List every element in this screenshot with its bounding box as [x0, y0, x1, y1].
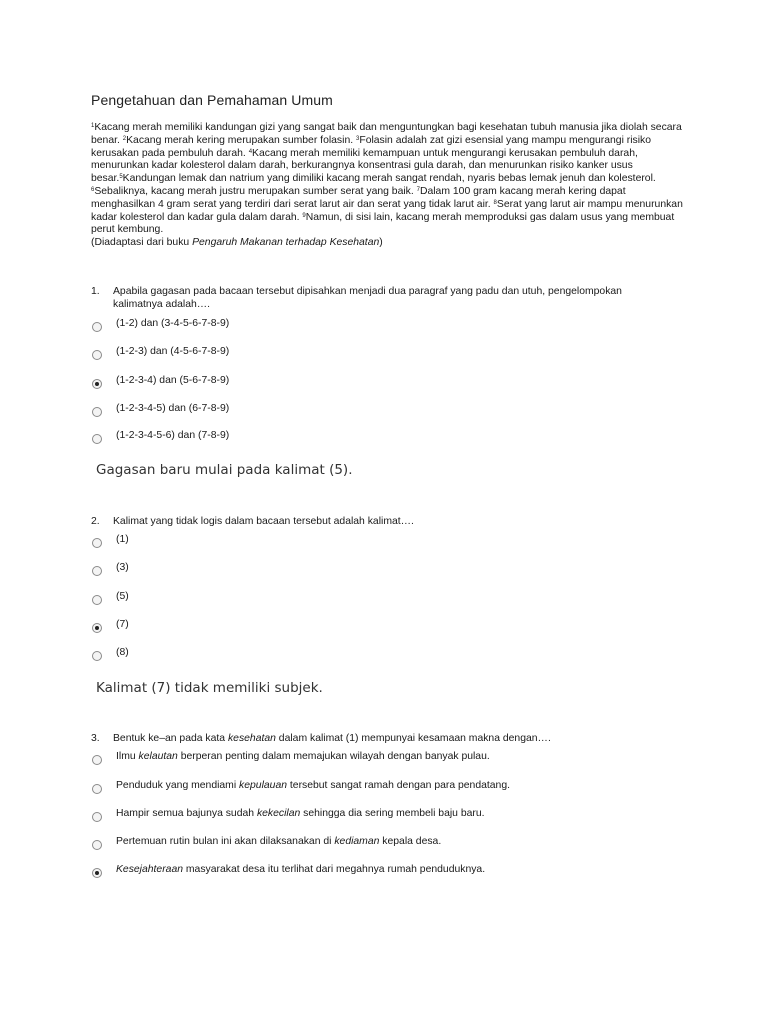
question-text: Bentuk ke–an pada kata [113, 733, 228, 744]
radio-button[interactable] [92, 350, 102, 360]
sentence-number: 2 [122, 135, 127, 142]
question-text-italic: kesehatan [227, 733, 276, 744]
sentence-7: Dalam 100 gram kacang merah kering dapat menghasilkan 4 gram serat yang terdiri dari serat larut air dan serat yang tidak larut air. [91, 185, 626, 210]
radio-button[interactable] [92, 755, 102, 765]
question-number: 3. [91, 733, 100, 744]
option-2c[interactable] [92, 589, 129, 603]
page-title: Pengetahuan dan Pemahaman Umum [91, 92, 333, 108]
sentence-9: Namun, di sisi lain, kacang merah memproduksi gas dalam usus yang membuat perut kembung. [91, 211, 675, 236]
option-text-italic: kepulauan [239, 779, 288, 791]
question-number: 2. [91, 516, 100, 527]
sentence-5: Kandungan lemak dan natrium yang dimiliki kacang merah sangat rendah, nyaris bebas lemak jenuh dan kolesterol. [122, 173, 656, 185]
option-label [116, 751, 490, 762]
source-suffix: ) [379, 237, 383, 249]
option-label: (3) [116, 561, 129, 573]
radio-button-selected[interactable] [92, 868, 102, 878]
sentence-number: 3 [356, 135, 360, 142]
option-text: Ilmu [116, 750, 139, 762]
question-number: 1. [91, 286, 100, 297]
question-2 [91, 515, 691, 528]
option-1b[interactable] [92, 344, 229, 358]
option-label: (1-2-3) dan (4-5-6-7-8-9) [116, 345, 230, 357]
question-text: Apabila gagasan pada bacaan tersebut dipisahkan menjadi dua paragraf yang padu dan utuh, pengelompokan [113, 286, 622, 297]
sentence-number: 9 [302, 212, 306, 219]
option-text: Pertemuan rutin bulan ini akan dilaksanakan di [116, 835, 335, 847]
reading-passage [91, 122, 691, 250]
option-1a[interactable] [92, 316, 229, 330]
answer-note-1: Gagasan baru mulai pada kalimat (5). [96, 462, 353, 478]
option-text-italic: Kesejahteraan [116, 863, 184, 875]
option-3a[interactable] [92, 749, 490, 763]
sentence-number: 7 [416, 186, 420, 193]
option-3c[interactable] [92, 806, 485, 820]
radio-button[interactable] [92, 651, 102, 661]
option-text: Penduduk yang mendiami [116, 779, 240, 791]
option-1e[interactable] [92, 428, 229, 442]
option-2a[interactable] [92, 532, 129, 546]
question-text-continued: kalimatnya adalah…. [113, 299, 211, 310]
option-label: (1) [116, 533, 129, 545]
radio-button-selected[interactable] [92, 623, 102, 633]
option-text: masyarakat desa itu terlihat dari megahnya rumah penduduknya. [183, 863, 486, 875]
option-label: (8) [116, 646, 129, 658]
radio-button-selected[interactable] [92, 379, 102, 389]
sentence-number: 4 [248, 148, 253, 155]
answer-note-2: Kalimat (7) tidak memiliki subjek. [96, 680, 323, 696]
radio-button[interactable] [92, 812, 102, 822]
question-3 [91, 732, 691, 745]
radio-button[interactable] [92, 784, 102, 794]
source-title: Pengaruh Makanan terhadap Kesehatan [192, 237, 380, 249]
option-text-italic: kediaman [334, 835, 380, 847]
option-1c[interactable] [92, 373, 229, 387]
option-3d[interactable] [92, 834, 441, 848]
option-text: tersebut sangat ramah dengan para pendatang. [287, 779, 511, 791]
sentence-8: Serat yang larut air mampu menurunkan kadar kolesterol dan kadar gula dalam darah. [91, 198, 683, 223]
option-2b[interactable] [92, 560, 129, 574]
radio-button[interactable] [92, 840, 102, 850]
option-text: berperan penting dalam memajukan wilayah dengan banyak pulau. [177, 750, 490, 762]
radio-button[interactable] [92, 538, 102, 548]
question-text: Kalimat yang tidak logis dalam bacaan tersebut adalah kalimat…. [113, 516, 414, 527]
radio-button[interactable] [92, 566, 102, 576]
radio-button[interactable] [92, 407, 102, 417]
sentence-6: Sebaliknya, kacang merah justru merupakan sumber serat yang baik. [94, 185, 417, 197]
option-3b[interactable] [92, 778, 510, 792]
option-text-italic: kelautan [138, 750, 178, 762]
option-1d[interactable] [92, 401, 229, 415]
option-label: (1-2-3-4-5) dan (6-7-8-9) [116, 402, 230, 414]
sentence-4: Kacang merah memiliki kemampuan untuk mengurangi kerusakan pembuluh darah, menurunkan kadar kolesterol dalam darah, berkurangnya konsentrasi gula darah, dan menurunkan risiko kanker usus besar. [91, 147, 638, 185]
radio-button[interactable] [92, 595, 102, 605]
source-prefix: (Diadaptasi dari buku [91, 237, 193, 249]
sentence-1: Kacang merah memiliki kandungan gizi yang sangat baik dan menguntungkan bagi kesehatan tubuh manusia jika diolah secara benar. [91, 122, 682, 146]
sentence-number: 5 [119, 174, 123, 181]
option-label: (7) [116, 618, 129, 630]
radio-button[interactable] [92, 434, 102, 444]
option-text-italic: kekecilan [256, 807, 301, 819]
option-text: Hampir semua bajunya sudah [116, 807, 257, 819]
sentence-2: Kacang merah kering merupakan sumber folasin. [126, 134, 356, 146]
option-label: (1-2-3-4) dan (5-6-7-8-9) [116, 374, 230, 386]
option-2e[interactable] [92, 645, 129, 659]
sentence-number: 1 [91, 123, 95, 129]
sentence-number: 6 [91, 186, 95, 193]
option-label: (1-2-3-4-5-6) dan (7-8-9) [116, 429, 230, 441]
question-1 [91, 285, 691, 311]
option-2d[interactable] [92, 617, 129, 631]
option-label [116, 864, 485, 875]
question-text: dalam kalimat (1) mempunyai kesamaan makna dengan…. [275, 733, 551, 744]
option-label [116, 808, 485, 819]
option-label [116, 780, 510, 791]
sentence-number: 8 [493, 199, 497, 206]
option-text: sehingga dia sering membeli baju baru. [300, 807, 485, 819]
radio-button[interactable] [92, 322, 102, 332]
option-text: kepala desa. [379, 835, 442, 847]
option-label [116, 836, 441, 847]
option-label: (5) [116, 590, 129, 602]
option-label: (1-2) dan (3-4-5-6-7-8-9) [116, 317, 230, 329]
option-3e[interactable] [92, 862, 485, 876]
sentence-3: Folasin adalah zat gizi esensial yang mampu mengurangi risiko kerusakan pada pembuluh darah. [91, 134, 652, 159]
